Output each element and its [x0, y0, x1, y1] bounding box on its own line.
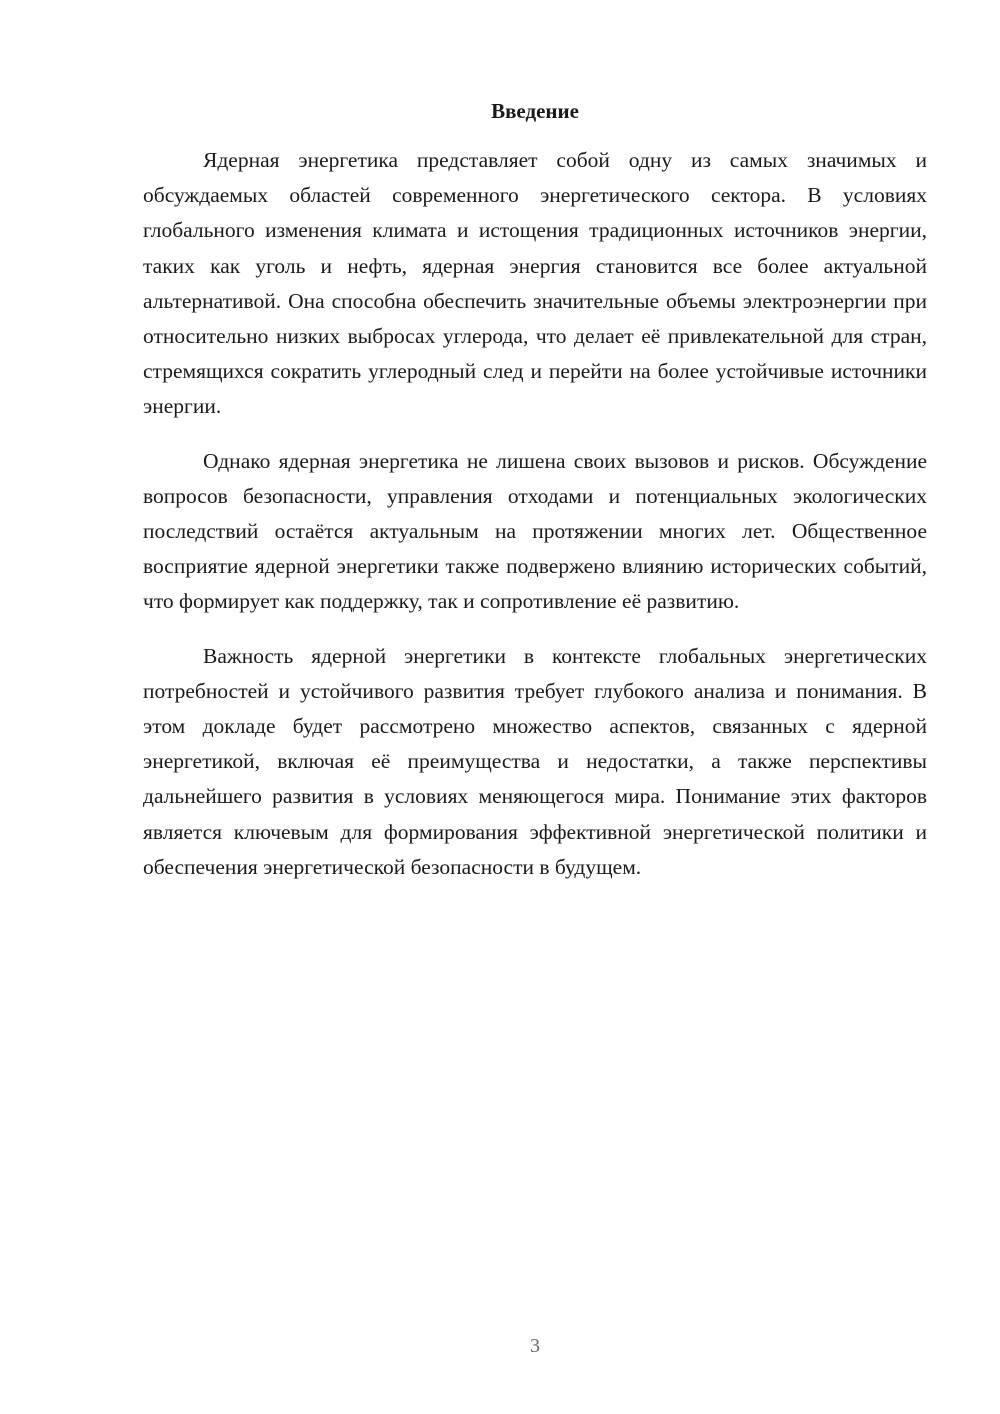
section-title: Введение	[491, 99, 579, 123]
paragraph-2: Однако ядерная энергетика не лишена своих вызовов и рисков. Обсуждение вопросов безопасности, управления отходами и потенциальных экологических последствий остаётся актуальным на протяжении многих лет. Общественное восприятие ядерной энергетики также подвержено влиянию исторических событий, что формирует как поддержку, так и сопротивление её развитию.	[143, 448, 927, 614]
paragraph-1: Ядерная энергетика представляет собой одну из самых значимых и обсуждаемых областей современного энергетического сектора. В условиях глобального изменения климата и истощения традиционных источников энергии, таких как уголь и нефть, ядерная энергия становится все более актуальной альтернативой. Она способна обеспечить значительные объемы электроэнергии при относительно низких выбросах углерода, что делает её привлекательной для стран, стремящихся сократить углеродный след и перейти на более устойчивые источники энергии.	[143, 148, 927, 419]
body-text	[143, 143, 927, 885]
page-number: 3	[530, 1335, 540, 1357]
paragraph-3: Важность ядерной энергетики в контексте глобальных энергетических потребностей и устойчивого развития требует глубокого анализа и понимания. В этом докладе будет рассмотрено множество аспектов, связанных с ядерной энергетикой, включая её преимущества и недостатки, а также перспективы дальнейшего развития в условиях меняющегося мира. Понимание этих факторов является ключевым для формирования эффективной энергетической политики и обеспечения энергетической безопасности в будущем.	[143, 643, 927, 879]
